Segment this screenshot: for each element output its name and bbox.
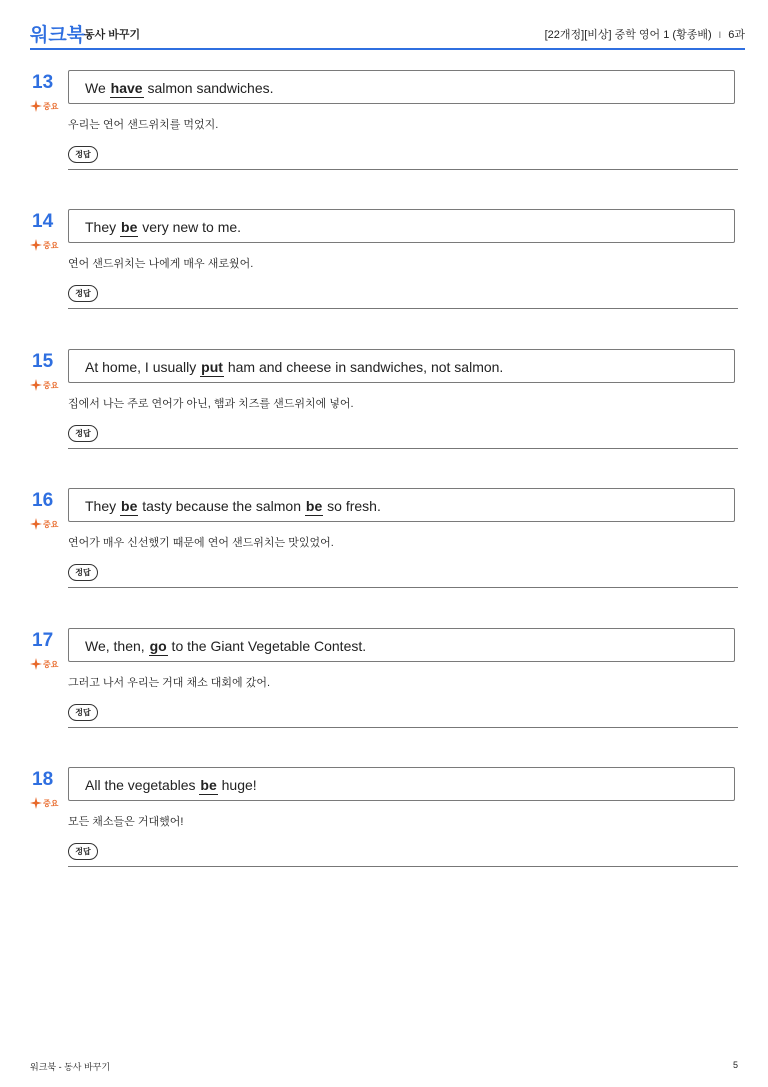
page-header [30,18,745,50]
question-sentence [85,638,366,656]
important-badge [30,239,58,251]
answer-button[interactable]: 정답 [68,564,98,581]
sentence-before: We, then, [85,638,149,654]
important-label: 중요 [43,380,59,390]
important-badge [30,658,58,670]
sentence-after: ham and cheese in sandwiches, not salmon. [223,359,504,375]
exercise-item [0,488,768,598]
divider [68,308,738,309]
item-number: 13 [32,72,54,93]
question-box [68,209,735,243]
sentence-before: They [85,498,121,514]
question-box [68,767,735,801]
sparkle-icon [30,797,42,809]
question-box [68,628,735,662]
divider [68,587,738,588]
answer-button[interactable]: 정답 [68,843,98,860]
important-badge [30,518,58,530]
sparkle-icon [30,379,42,391]
page-number: 5 [732,1060,738,1070]
sentence-middle: tasty because the salmon [138,498,305,514]
important-label: 중요 [43,519,59,529]
korean-translation: 집에서 나는 주로 연어가 아닌, 햄과 치즈를 샌드위치에 넣어. [68,398,354,410]
sentence-after: to the Giant Vegetable Contest. [167,638,367,654]
target-verb: be [121,219,138,235]
korean-translation: 연어가 매우 신선했기 때문에 연어 샌드위치는 맛있었어. [68,537,334,549]
target-verb-2: be [305,498,323,514]
korean-translation: 모든 채소들은 거대했어! [68,816,184,828]
sparkle-icon [30,658,42,670]
divider [68,727,738,728]
question-box [68,488,735,522]
sentence-after: very new to me. [138,219,242,235]
important-badge [30,797,58,809]
important-label: 중요 [43,798,59,808]
sparkle-icon [30,239,42,251]
target-verb: go [149,638,167,654]
korean-translation: 우리는 연어 샌드위치를 먹었지. [68,119,219,131]
exercise-item [0,70,768,180]
answer-button[interactable]: 정답 [68,425,98,442]
sentence-after: salmon sandwiches. [143,80,274,96]
korean-translation: 그러고 나서 우리는 거대 채소 대회에 갔어. [68,677,271,689]
divider [68,866,738,867]
divider [68,169,738,170]
target-verb: have [110,80,143,96]
answer-button[interactable]: 정답 [68,285,98,302]
course-title: [22개정][비상] 중학 영어 1 (황종배) [544,29,712,41]
sentence-before: We [85,80,110,96]
meta-separator: I [718,30,722,40]
sentence-after: huge! [217,777,257,793]
item-number: 18 [32,769,54,790]
question-sentence [85,80,274,98]
question-sentence [85,777,257,795]
answer-button[interactable]: 정답 [68,146,98,163]
exercise-item [0,209,768,319]
question-box [68,349,735,383]
question-sentence [85,359,503,377]
target-verb: put [201,359,223,375]
korean-translation: 연어 샌드위치는 나에게 매우 새로웠어. [68,258,254,270]
course-info [545,26,745,42]
exercise-item [0,628,768,738]
brand-title: 워크북 [30,25,86,46]
sparkle-icon [30,518,42,530]
question-box [68,70,735,104]
sentence-before: All the vegetables [85,777,200,793]
important-badge [30,379,58,391]
item-number: 17 [32,630,54,651]
item-number: 14 [32,211,54,232]
important-label: 중요 [43,240,59,250]
sentence-before: At home, I usually [85,359,201,375]
item-number: 15 [32,351,54,372]
question-sentence [85,219,241,237]
target-verb: be [121,498,138,514]
sentence-before: They [85,219,121,235]
sentence-after: so fresh. [323,498,381,514]
exercise-item [0,349,768,459]
lesson-label: 6과 [728,29,745,41]
important-badge [30,100,58,112]
divider [68,448,738,449]
item-number: 16 [32,490,54,511]
answer-button[interactable]: 정답 [68,704,98,721]
target-verb: be [200,777,217,793]
important-label: 중요 [43,101,59,111]
footer-title: 워크북 - 동사 바꾸기 [30,1062,111,1072]
sparkle-icon [30,100,42,112]
exercise-item [0,767,768,877]
workbook-subtitle: 동사 바꾸기 [84,29,141,41]
question-sentence [85,498,381,516]
important-label: 중요 [43,659,59,669]
